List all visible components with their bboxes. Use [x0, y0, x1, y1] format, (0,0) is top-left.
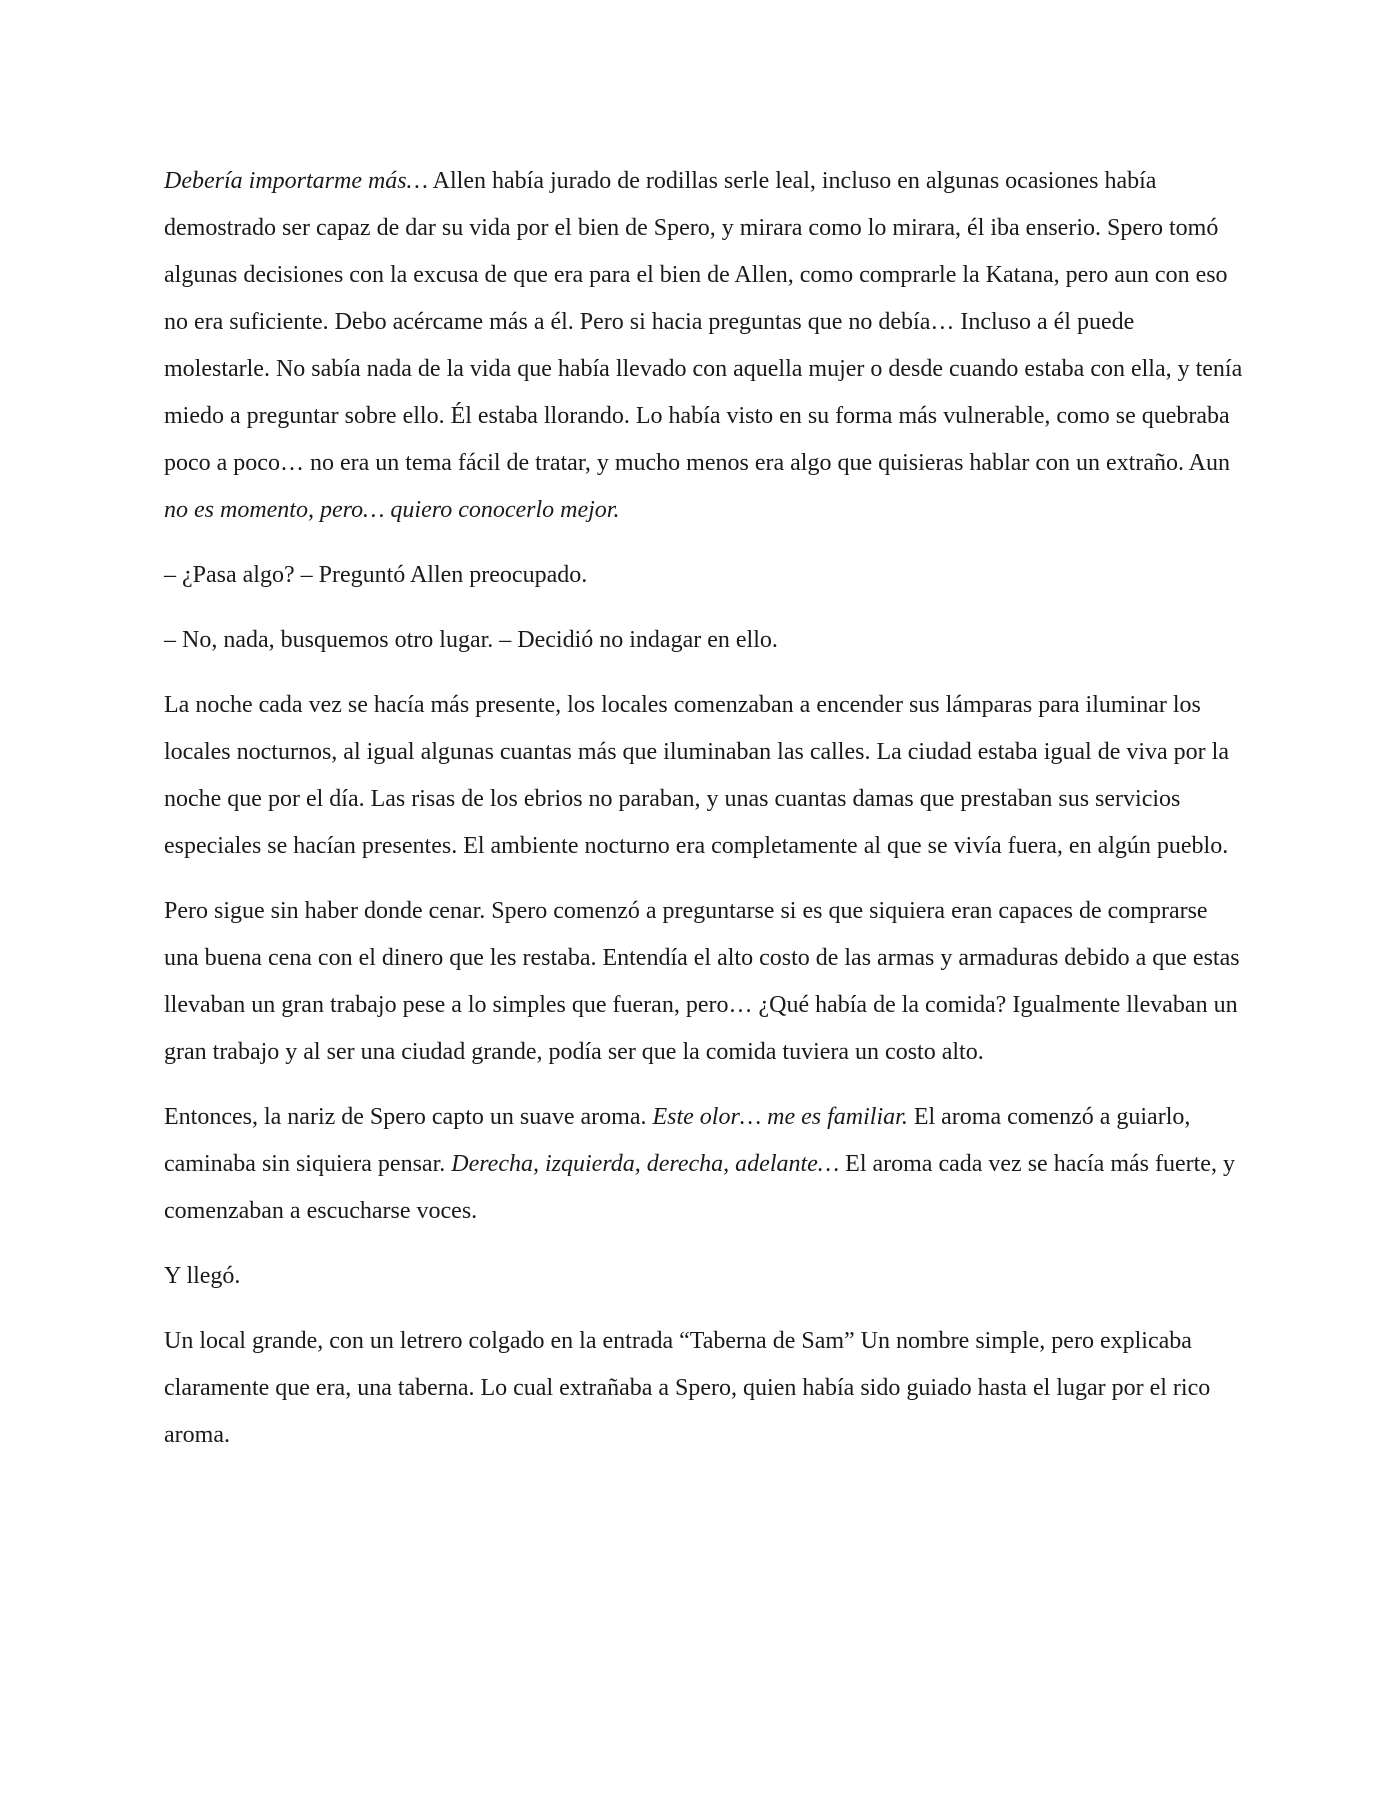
text-segment: Allen había jurado de rodillas serle leal, incluso en algunas ocasiones había demostrado ser capaz de dar su vida por el bien de Spero, y mirara como lo mirara, él iba enserio. Spero tomó algunas decisiones con la excusa de que era para el bien de Allen, como comprarle la Katana, pero aun con eso no era suficiente.: [164, 168, 1228, 335]
text-segment: Derecha, izquierda, derecha, adelante…: [451, 1151, 840, 1177]
text-segment: – No, nada, busquemos otro lugar. – Decidió no indagar en ello.: [164, 627, 778, 653]
text-segment: La noche cada vez se hacía más presente, los locales comenzaban a encender sus lámparas para iluminar los locales nocturnos, al igual algunas cuantas más que iluminaban las calles. La ciudad estaba igual de viva por la noche que por el día. Las risas de los ebrios no paraban, y unas cuantas damas que prestaban sus servicios especiales se hacían presentes. El ambiente nocturno era completamente al que se vivía fuera, en algún pueblo.: [164, 692, 1229, 859]
text-segment: Pero sigue sin haber donde cenar.: [164, 898, 486, 924]
text-segment: Debería importarme más…: [164, 168, 428, 194]
text-segment: Entonces, la nariz de Spero capto un suave aroma.: [164, 1104, 653, 1130]
text-segment: Debo acércame más a él. Pero si hacia preguntas que no debía… Incluso a él puede molestarle.: [164, 309, 1135, 382]
paragraph-1: [164, 158, 1244, 534]
paragraph-5: [164, 888, 1244, 1076]
text-segment: El aroma cada vez se hacía más fuerte, y comenzaban a escucharse voces.: [164, 1151, 1235, 1224]
text-segment: Él estaba llorando. Lo había visto en su forma más vulnerable, como se quebraba poco a poco… no era un tema fácil de tratar, y mucho menos era algo que quisieras hablar con un extraño. Aun: [164, 403, 1230, 476]
paragraph-6: [164, 1094, 1244, 1235]
paragraph-7: [164, 1253, 1244, 1300]
text-segment: Un local grande, con un letrero colgado en la entrada “Taberna de Sam” Un nombre simple, pero explicaba claramente que era, una taberna. Lo cual extrañaba a Spero, quien había sido guiado hasta el lugar por el rico aroma.: [164, 1328, 1211, 1448]
text-segment: no es momento, pero… quiero conocerlo mejor.: [164, 497, 620, 523]
text-segment: – ¿Pasa algo? – Preguntó Allen preocupado.: [164, 562, 588, 588]
paragraph-8: [164, 1318, 1244, 1459]
text-segment: Este olor… me es familiar.: [652, 1104, 908, 1130]
text-segment: No sabía nada de la vida que había llevado con aquella mujer o desde cuando estaba con ella, y tenía miedo a preguntar sobre ello.: [164, 356, 1243, 429]
document-page: [164, 158, 1244, 1477]
text-segment: Spero comenzó a preguntarse si es que siquiera eran capaces de comprarse una buena cena con el dinero que les restaba. Entendía el alto costo de las armas y armaduras debido a que estas llevaban un gran trabajo pese a lo simples que fueran, pero… ¿Qué había de la comida? Igualmente llevaban un gran trabajo y al ser una ciudad grande, podía ser que la comida tuviera un costo alto.: [164, 898, 1240, 1065]
text-segment: Y llegó.: [164, 1263, 241, 1289]
dialogue-line-2: [164, 617, 1244, 664]
text-segment: El aroma comenzó a guiarlo, caminaba sin siquiera pensar.: [164, 1104, 1191, 1177]
paragraph-4: [164, 682, 1244, 870]
dialogue-line-1: [164, 552, 1244, 599]
